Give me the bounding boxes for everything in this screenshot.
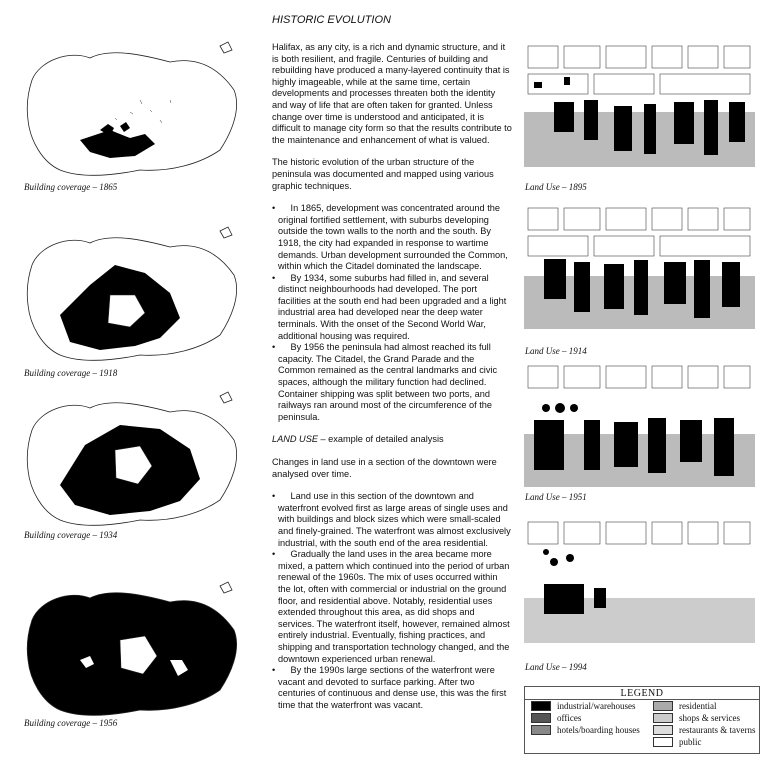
- bullet-land-use-2: • Gradually the land uses in the area became more mixed, a pattern which continued into the period of urban renewal of the 1960s. The mix of uses occurred within the lot, often with commercial or industrial on the ground floor, and residential above. Notably, residential uses extended throughout this area, as did shops and services. The waterfront itself, however, remained almost entirely industrial. Eventually, fishing practices, and shipping and transportation technology changed, and the downtown experienced urban renewal.: [272, 549, 512, 665]
- building-coverage-map-1956: [20, 580, 250, 720]
- legend-label-industrial: industrial/warehouses: [557, 701, 636, 711]
- legend: [524, 686, 760, 754]
- map-caption-1956: Building coverage – 1956: [24, 718, 118, 728]
- legend-label-restaurants: restaurants & taverns: [679, 725, 756, 735]
- land-use-map-1951: [524, 362, 755, 487]
- land-use-caption-1994: Land Use – 1994: [525, 662, 587, 672]
- changes-paragraph: Changes in land use in a section of the downtown were analysed over time.: [272, 457, 497, 479]
- legend-item-public: [653, 737, 702, 747]
- bullet-1934: • By 1934, some suburbs had filled in, and several distinct neighbourhoods had developed. The port facilities at the south end had been upgraded and a light industrial area had developed near the deep water terminals. With the onset of the Second World War, additional housing was required.: [272, 273, 512, 343]
- evolution-paragraph: The historic evolution of the urban structure of the peninsula was documented and mapped using various graphic techniques.: [272, 157, 494, 191]
- legend-label-offices: offices: [557, 713, 582, 723]
- legend-swatch-hotels: [531, 725, 551, 735]
- legend-label-shops: shops & services: [679, 713, 740, 723]
- legend-item-restaurants: [653, 725, 755, 735]
- section-title: HISTORIC EVOLUTION: [272, 14, 391, 26]
- land-use-map-1914: [524, 204, 755, 329]
- body-text: [272, 42, 512, 711]
- land-use-caption-1895: Land Use – 1895: [525, 182, 587, 192]
- intro-paragraph: Halifax, as any city, is a rich and dynamic structure, and it is both resilient, and fragile. Centuries of building and rebuilding have produced a many-layered continuity that is highly imageable, while at the same time, certain developments and processes threaten both the identity and way of life that are often taken for granted. Unless change over time is understood and anticipated, it is difficult to manage city form so that the results contribute to the maintenance and enhancement of what is valued.: [272, 42, 512, 145]
- legend-item-shops: [653, 713, 740, 723]
- legend-label-residential: residential: [679, 701, 717, 711]
- map-caption-1934: Building coverage – 1934: [24, 530, 118, 540]
- building-coverage-map-1918: [20, 225, 250, 365]
- map-caption-1918: Building coverage – 1918: [24, 368, 118, 378]
- legend-label-hotels: hotels/boarding houses: [557, 725, 640, 735]
- building-coverage-map-1934: [20, 390, 250, 530]
- legend-swatch-offices: [531, 713, 551, 723]
- legend-item-hotels: [531, 725, 640, 735]
- legend-swatch-shops: [653, 713, 673, 723]
- land-use-caption-1951: Land Use – 1951: [525, 492, 587, 502]
- land-use-map-1895: [524, 42, 755, 167]
- land-use-map-1994: [524, 518, 755, 643]
- bullet-1956: • By 1956 the peninsula had almost reached its full capacity. The Citadel, the Grand Parade and the Common remained as the central landmarks and civic spaces, although the military function had declined. Container shipping was split between two ports, and railways ran around most of the circumference of the peninsula.: [272, 342, 512, 423]
- bullet-land-use-1: • Land use in this section of the downtown and waterfront evolved first as large areas of single uses and with buildings and block sizes which were small-scaled and finely-grained. The waterfront was almost exclusively industrial, with the south end of the area residential.: [272, 491, 512, 549]
- map-caption-1865: Building coverage – 1865: [24, 182, 118, 192]
- legend-swatch-industrial: [531, 701, 551, 711]
- legend-item-offices: [531, 713, 581, 723]
- legend-swatch-restaurants: [653, 725, 673, 735]
- land-use-heading-sub: – example of detailed analysis: [317, 434, 444, 445]
- land-use-heading: [272, 434, 512, 446]
- legend-item-industrial: [531, 701, 635, 711]
- legend-swatch-residential: [653, 701, 673, 711]
- legend-item-residential: [653, 701, 717, 711]
- legend-label-public: public: [679, 737, 702, 747]
- legend-swatch-public: [653, 737, 673, 747]
- legend-title: LEGEND: [620, 688, 664, 699]
- bullet-land-use-3: • By the 1990s large sections of the waterfront were vacant and devoted to surface parking. After two centuries of continuous and dense use, this was the first time that the waterfront was vacant.: [272, 665, 512, 711]
- land-use-caption-1914: Land Use – 1914: [525, 346, 587, 356]
- bullet-1865: • In 1865, development was concentrated around the original fortified settlement, with suburbs developing outside the town walls to the north and the south. By 1918, the city had expanded in response to wartime demands. Urban development surrounded the Common, within which the Citadel dominated the landscape.: [272, 203, 512, 273]
- land-use-heading-label: LAND USE: [272, 434, 318, 445]
- building-coverage-map-1865: [20, 40, 250, 180]
